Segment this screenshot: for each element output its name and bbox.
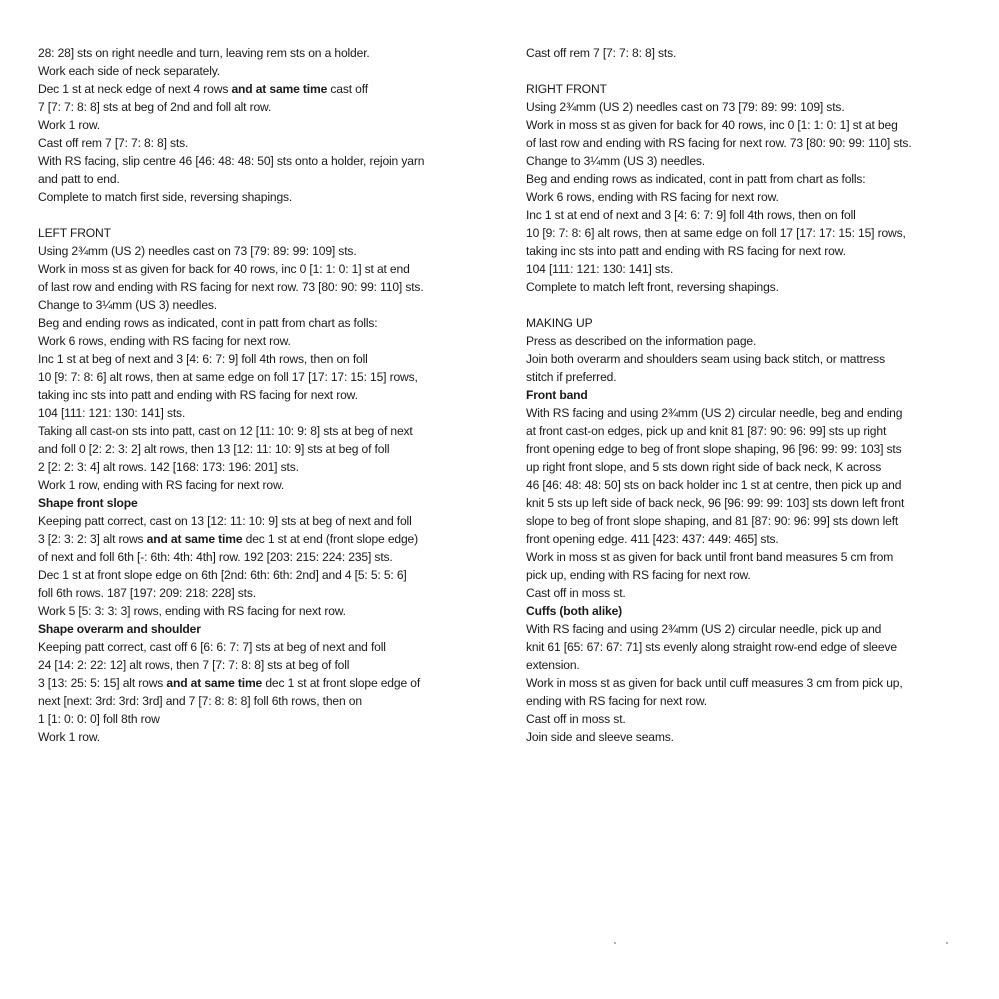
- instruction-line: of next and foll 6th [-: 6th: 4th: 4th] row. 192 [203: 215: 224: 235] sts.: [38, 550, 393, 564]
- instruction-line: Work 1 row.: [38, 118, 100, 132]
- instruction-line: pick up, ending with RS facing for next row.: [526, 568, 751, 582]
- instruction-line: slope to beg of front slope shaping, and 81 [87: 90: 96: 99] sts down left: [526, 514, 899, 528]
- back-neck-section: [38, 44, 488, 206]
- instruction-line: Work 1 row, ending with RS facing for next row.: [38, 478, 285, 492]
- left-front-title: LEFT FRONT: [38, 226, 111, 240]
- instruction-text: Dec 1 st at neck edge of next 4 rows: [38, 82, 232, 96]
- instruction-line: at front cast-on edges, pick up and knit 81 [87: 90: 96: 99] sts up right: [526, 424, 887, 438]
- emphasis-text: and at same time: [146, 532, 243, 546]
- instruction-line: Work each side of neck separately.: [38, 64, 220, 78]
- emphasis-text: and at same time: [231, 82, 328, 96]
- instruction-line: Work in moss st as given for back until front band measures 5 cm from: [526, 550, 894, 564]
- making-up-section: [526, 332, 976, 386]
- right-front-title: RIGHT FRONT: [526, 82, 607, 96]
- instruction-line: Complete to match left front, reversing shapings.: [526, 280, 779, 294]
- instruction-line: knit 5 sts up left side of back neck, 96 [96: 99: 99: 103] sts down left front: [526, 496, 905, 510]
- right-front-section: [526, 98, 976, 296]
- instruction-line: and patt to end.: [38, 172, 120, 186]
- instruction-line: Join side and sleeve seams.: [526, 730, 674, 744]
- instruction-text: 3 [13: 25: 5: 15] alt rows: [38, 676, 167, 690]
- instruction-line: 24 [14: 2: 22: 12] alt rows, then 7 [7: 7: 8: 8] sts at beg of foll: [38, 658, 350, 672]
- instruction-line: Cast off in moss st.: [526, 712, 626, 726]
- instruction-line: Inc 1 st at end of next and 3 [4: 6: 7: 9] foll 4th rows, then on foll: [526, 208, 856, 222]
- instruction-line: Cast off in moss st.: [526, 586, 626, 600]
- cuffs-section: [526, 620, 976, 746]
- instruction-line: Work 5 [5: 3: 3: 3] rows, ending with RS facing for next row.: [38, 604, 346, 618]
- cast-off-section: [526, 44, 976, 62]
- instruction-line: Change to 3¼mm (US 3) needles.: [38, 298, 218, 312]
- shape-overarm-title: Shape overarm and shoulder: [38, 622, 201, 636]
- instruction-line: Inc 1 st at beg of next and 3 [4: 6: 7: 9] foll 4th rows, then on foll: [38, 352, 368, 366]
- instruction-line: taking inc sts into patt and ending with RS facing for next row.: [38, 388, 358, 402]
- left-front-section: [38, 242, 488, 494]
- instruction-line: taking inc sts into patt and ending with RS facing for next row.: [526, 244, 846, 258]
- instruction-line: up right front slope, and 5 sts down right side of back neck, K across: [526, 460, 882, 474]
- instruction-line: Work in moss st as given for back until cuff measures 3 cm from pick up,: [526, 676, 903, 690]
- instruction-line: Work 6 rows, ending with RS facing for next row.: [526, 190, 779, 204]
- instruction-line: [38, 80, 488, 98]
- instruction-line: Beg and ending rows as indicated, cont in patt from chart as folls:: [526, 172, 866, 186]
- instruction-line: 28: 28] sts on right needle and turn, leaving rem sts on a holder.: [38, 46, 370, 60]
- instruction-line: and foll 0 [2: 2: 3: 2] alt rows, then 13 [12: 11: 10: 9] sts at beg of foll: [38, 442, 390, 456]
- instruction-line: Taking all cast-on sts into patt, cast on 12 [11: 10: 9: 8] sts at beg of next: [38, 424, 413, 438]
- instruction-line: Keeping patt correct, cast on 13 [12: 11: 10: 9] sts at beg of next and foll: [38, 514, 412, 528]
- instruction-text: cast off: [327, 82, 368, 96]
- instruction-line: Work in moss st as given for back for 40 rows, inc 0 [1: 1: 0: 1] st at end: [38, 262, 410, 276]
- instruction-line: 7 [7: 7: 8: 8] sts at beg of 2nd and foll alt row.: [38, 100, 272, 114]
- instruction-line: next [next: 3rd: 3rd: 3rd] and 7 [7: 8: 8: 8] foll 6th rows, then on: [38, 694, 362, 708]
- front-band-title: Front band: [526, 388, 588, 402]
- instruction-line: Join both overarm and shoulders seam using back stitch, or mattress: [526, 352, 885, 366]
- instruction-line: Cast off rem 7 [7: 7: 8: 8] sts.: [526, 46, 677, 60]
- instruction-line: front opening edge. 411 [423: 437: 449: 465] sts.: [526, 532, 779, 546]
- instruction-text: dec 1 st at front slope edge of: [262, 676, 421, 690]
- instruction-line: 104 [111: 121: 130: 141] sts.: [38, 406, 186, 420]
- instruction-line: [38, 530, 488, 548]
- instruction-line: Complete to match first side, reversing shapings.: [38, 190, 293, 204]
- shape-front-slope-section: [38, 512, 488, 620]
- instruction-line: extension.: [526, 658, 580, 672]
- cuffs-title: Cuffs (both alike): [526, 604, 623, 618]
- instruction-line: front opening edge to beg of front slope shaping, 96 [96: 99: 99: 103] sts: [526, 442, 902, 456]
- instruction-line: 10 [9: 7: 8: 6] alt rows, then at same edge on foll 17 [17: 17: 15: 15] rows,: [38, 370, 418, 384]
- left-column: [38, 44, 488, 746]
- instruction-text: 3 [2: 3: 2: 3] alt rows: [38, 532, 147, 546]
- making-up-title: MAKING UP: [526, 316, 593, 330]
- instruction-line: Dec 1 st at front slope edge on 6th [2nd: 6th: 6th: 2nd] and 4 [5: 5: 5: 6]: [38, 568, 407, 582]
- instruction-line: Change to 3¼mm (US 3) needles.: [526, 154, 706, 168]
- instruction-line: 46 [46: 48: 48: 50] sts on back holder inc 1 st at centre, then pick up and: [526, 478, 902, 492]
- instruction-line: Using 2¾mm (US 2) needles cast on 73 [79: 89: 99: 109] sts.: [38, 244, 357, 258]
- instruction-line: [38, 674, 488, 692]
- shape-overarm-section: [38, 638, 488, 746]
- instruction-line: Cast off rem 7 [7: 7: 8: 8] sts.: [38, 136, 189, 150]
- instruction-line: 1 [1: 0: 0: 0] foll 8th row: [38, 712, 160, 726]
- instruction-line: Work 1 row.: [38, 730, 100, 744]
- instruction-line: foll 6th rows. 187 [197: 209: 218: 228] sts.: [38, 586, 256, 600]
- emphasis-text: and at same time: [166, 676, 263, 690]
- shape-front-slope-title: Shape front slope: [38, 496, 138, 510]
- instruction-line: Beg and ending rows as indicated, cont in patt from chart as folls:: [38, 316, 378, 330]
- instruction-line: 104 [111: 121: 130: 141] sts.: [526, 262, 674, 276]
- instruction-line: 10 [9: 7: 8: 6] alt rows, then at same edge on foll 17 [17: 17: 15: 15] rows,: [526, 226, 906, 240]
- instruction-line: Press as described on the information page.: [526, 334, 757, 348]
- instruction-line: With RS facing and using 2¾mm (US 2) circular needle, pick up and: [526, 622, 882, 636]
- page-speck: [614, 942, 616, 944]
- instruction-line: With RS facing and using 2¾mm (US 2) circular needle, beg and ending: [526, 406, 903, 420]
- instruction-line: Using 2¾mm (US 2) needles cast on 73 [79: 89: 99: 109] sts.: [526, 100, 845, 114]
- instruction-line: ending with RS facing for next row.: [526, 694, 707, 708]
- instruction-text: dec 1 st at end (front slope edge): [242, 532, 419, 546]
- instruction-line: knit 61 [65: 67: 67: 71] sts evenly along straight row-end edge of sleeve: [526, 640, 897, 654]
- instruction-line: With RS facing, slip centre 46 [46: 48: 48: 50] sts onto a holder, rejoin yarn: [38, 154, 425, 168]
- instruction-line: Work 6 rows, ending with RS facing for next row.: [38, 334, 291, 348]
- instruction-line: 2 [2: 2: 3: 4] alt rows. 142 [168: 173: 196: 201] sts.: [38, 460, 299, 474]
- front-band-section: [526, 404, 976, 602]
- instruction-line: of last row and ending with RS facing for next row. 73 [80: 90: 99: 110] sts.: [38, 280, 424, 294]
- instruction-line: stitch if preferred.: [526, 370, 617, 384]
- page-speck: [946, 942, 948, 944]
- right-column: [526, 44, 976, 746]
- instruction-line: Work in moss st as given for back for 40 rows, inc 0 [1: 1: 0: 1] st at beg: [526, 118, 898, 132]
- instruction-line: of last row and ending with RS facing for next row. 73 [80: 90: 99: 110] sts.: [526, 136, 912, 150]
- instruction-line: Keeping patt correct, cast off 6 [6: 6: 7: 7] sts at beg of next and foll: [38, 640, 386, 654]
